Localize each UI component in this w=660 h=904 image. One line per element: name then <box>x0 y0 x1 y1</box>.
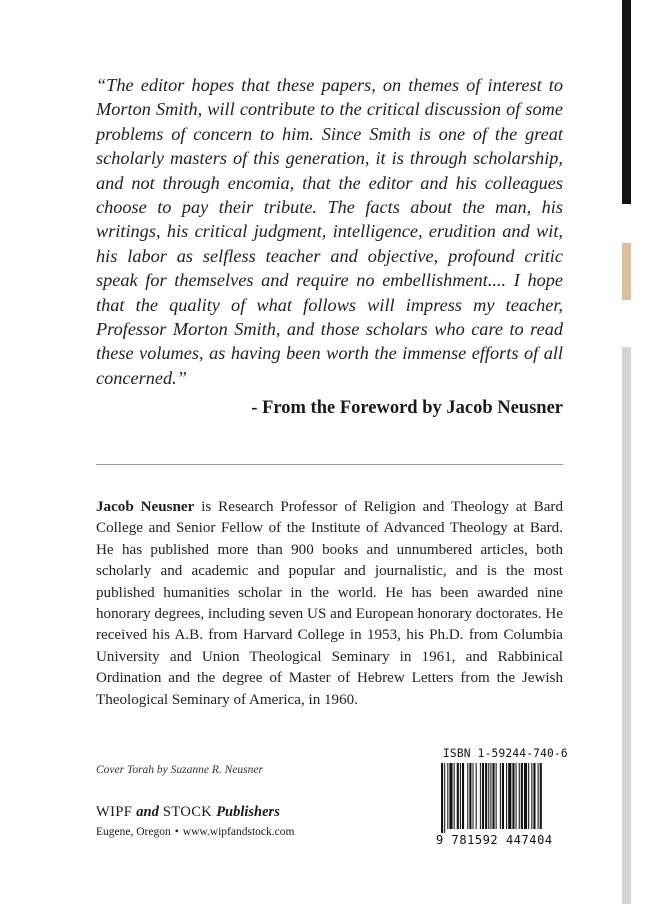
barcode-bar <box>469 763 471 829</box>
barcode-bar <box>444 763 445 833</box>
publisher-city: Eugene, Oregon <box>96 826 171 838</box>
barcode-bar <box>528 763 529 829</box>
barcode-bar <box>488 763 489 829</box>
barcode-bar <box>512 763 514 829</box>
publisher-part2: STOCK <box>158 804 217 820</box>
barcode-bar <box>480 763 481 829</box>
barcode-bar <box>508 763 511 829</box>
barcode-bar <box>454 763 455 829</box>
barcode-bar <box>533 763 535 829</box>
edge-strip-dark <box>622 0 631 204</box>
barcode-bar <box>460 763 461 829</box>
publisher-website: www.wipfandstock.com <box>182 826 295 838</box>
publisher-publishers: Publishers <box>216 804 280 820</box>
publisher-and: and <box>136 804 159 820</box>
barcode-bar <box>476 763 477 829</box>
publisher-part1: WIPF <box>96 804 137 820</box>
publisher-name <box>96 804 280 821</box>
edge-strip-gray <box>622 347 631 904</box>
barcode-bar <box>531 763 532 829</box>
barcode-bar <box>449 763 452 829</box>
barcode-bar <box>490 763 491 829</box>
barcode-bar <box>516 763 517 829</box>
barcode-bar <box>540 763 542 829</box>
barcode-bar <box>492 763 494 829</box>
isbn-label: ISBN 1-59244-740-6 <box>443 747 568 760</box>
barcode-bar <box>519 763 520 829</box>
barcode-bar <box>496 763 497 829</box>
barcode-bar <box>502 763 504 829</box>
quote-attribution: - From the Foreword by Jacob Neusner <box>251 398 563 418</box>
bullet-separator: • <box>174 826 179 838</box>
barcode-bar <box>462 763 464 829</box>
cover-credit: Cover Torah by Suzanne R. Neusner <box>96 764 263 776</box>
barcode-bar <box>473 763 474 829</box>
publisher-location <box>96 826 294 838</box>
barcode-bar <box>506 763 507 829</box>
barcode-bar <box>457 763 459 829</box>
barcode-icon <box>440 763 562 833</box>
barcode-bar <box>447 763 448 829</box>
barcode-bar <box>524 763 527 829</box>
barcode-digits: 9 781592 447404 <box>436 833 553 847</box>
edge-strip-tan <box>622 243 631 300</box>
foreword-quote: “The editor hopes that these papers, on themes of interest to Morton Smith, will contribute to the critical discussion of some problems of concern to him. Since Smith is one of the great scholarly masters of this generation, it is through scholarship, and not through encomia, that the editor and his colleagues choose to pay their tribute. The facts about the man, his writings, his critical judgment, intelligence, erudition and wit, his labor as selfless teacher and objective, profound critic speak for themselves and require no embellishment.... I hope that the quality of what follows will impress my teacher, Professor Morton Smith, and those scholars who care to read these volumes, as having been worth the immense efforts of all concerned.” <box>96 75 563 388</box>
section-divider <box>96 464 563 465</box>
barcode-bar <box>521 763 523 829</box>
barcode-bar <box>500 763 501 829</box>
barcode-bar <box>482 763 484 829</box>
barcode-bar <box>485 763 487 829</box>
author-bio <box>96 497 563 711</box>
barcode-bar <box>441 763 443 833</box>
barcode-bar <box>538 763 539 829</box>
author-bio-text: is Research Professor of Religion and Theology at Bard College and Senior Fellow of the Institute of Advanced Theology at Bard. He has published more than 900 books and unnumbered articles, both scholarly and academic and popular and journalistic, and is the most published humanities scholar in the world. He has been awarded nine honorary degrees, including seven US and European honorary doctorates. He received his A.B. from Harvard College in 1953, his Ph.D. from Columbia University and Union Theological Seminary in 1961, and Rabbinical Ordination and the degree of Master of Hebrew Letters from the Jewish Theological Seminary of America, in 1960. <box>96 499 563 708</box>
barcode-bar <box>467 763 468 829</box>
author-name: Jacob Neusner <box>96 499 195 515</box>
